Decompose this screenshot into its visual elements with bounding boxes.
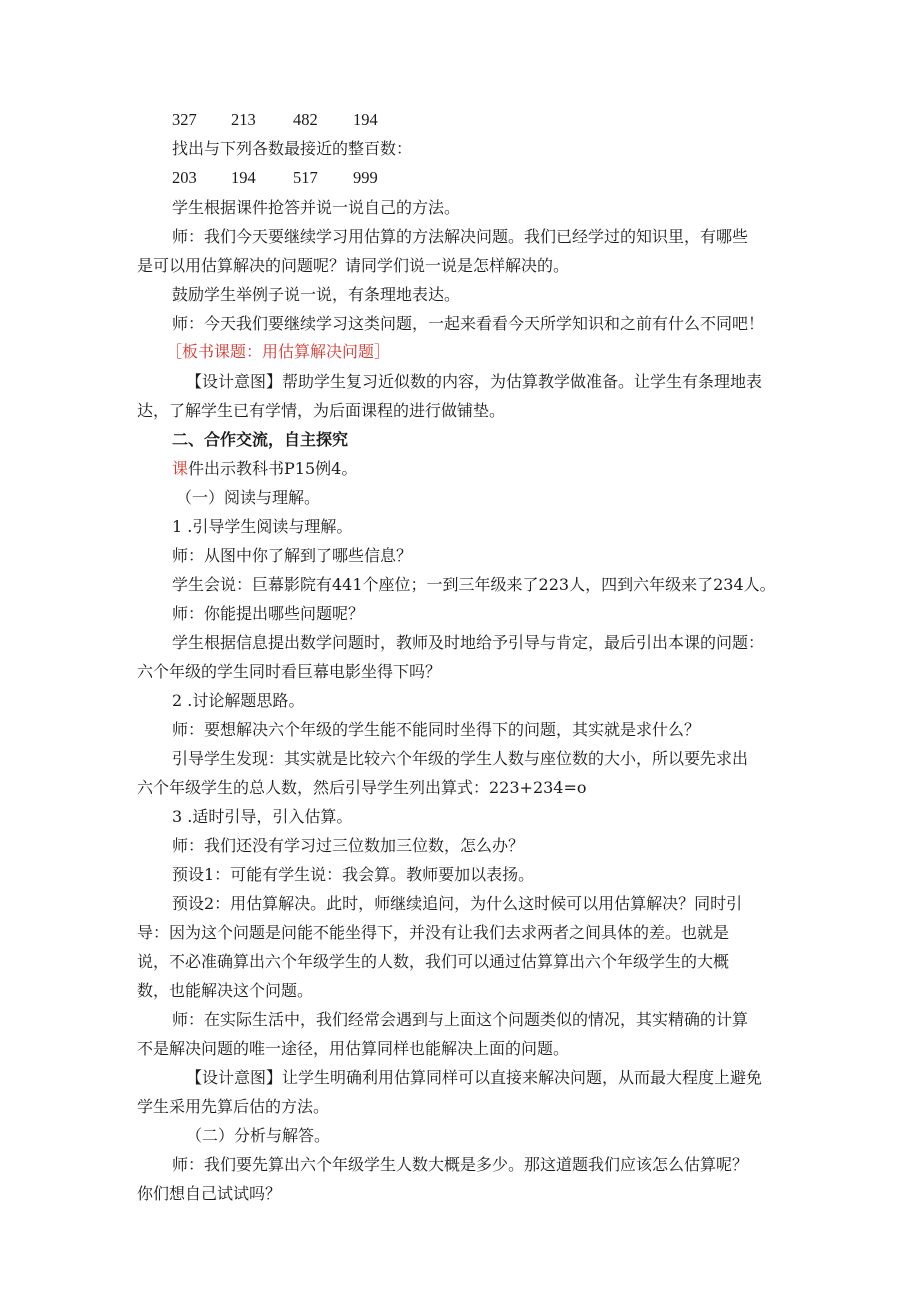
courseware-text: 件出示教科书P15例4。 — [188, 459, 358, 478]
number: 194 — [353, 110, 378, 129]
paragraph-line: 是可以用估算解决的问题呢？请同学们说一说是怎样解决的。 — [137, 256, 570, 275]
paragraph-line: 不是解决问题的唯一途径，用估算同样也能解决上面的问题。 — [137, 1039, 570, 1058]
paragraph-line: 数，也能解决这个问题。 — [137, 981, 314, 1000]
subsection-heading: （一）阅读与理解。 — [176, 488, 321, 507]
design-intent-line: 【设计意图】让学生明确利用估算同样可以直接来解决问题，从而最大程度上避免 — [186, 1068, 763, 1087]
paragraph-line: 师：在实际生活中，我们经常会遇到与上面这个问题类似的情况，其实精确的计算 — [172, 1010, 749, 1029]
board-title: ［板书课题：用估算解决问题］ — [166, 342, 391, 361]
step-heading: 1 .引导学生阅读与理解。 — [172, 517, 353, 536]
paragraph-line: 学生会说：巨幕影院有441个座位；一到三年级来了223人，四到六年级来了234人。 — [172, 575, 776, 594]
paragraph-line: 鼓励学生举例子说一说，有条理地表达。 — [172, 285, 461, 304]
find-nearest-instruction: 找出与下列各数最接近的整百数： — [172, 139, 413, 158]
step-heading: 2 .讨论解题思路。 — [172, 691, 305, 710]
paragraph-line: 说，不必准确算出六个年级学生的人数，我们可以通过估算算出六个年级学生的大概 — [137, 952, 730, 971]
paragraph-line: 引导学生发现：其实就是比较六个年级的学生人数与座位数的大小，所以要先求出 — [172, 749, 749, 768]
paragraph-line: 六个年级的学生同时看巨幕电影坐得下吗？ — [137, 662, 442, 681]
number: 517 — [293, 168, 318, 187]
paragraph-line: 师：我们要先算出六个年级学生人数大概是多少。那这道题我们应该怎么估算呢？ — [172, 1155, 749, 1174]
courseware-char: 课 — [172, 459, 189, 478]
paragraph-line: 师：你能提出哪些问题呢？ — [172, 604, 365, 623]
number: 203 — [172, 168, 197, 187]
number-row-1 — [172, 110, 378, 130]
paragraph-line: 师：我们今天要继续学习用估算的方法解决问题。我们已经学过的知识里，有哪些 — [172, 227, 749, 246]
section-heading: 二、合作交流，自主探究 — [172, 430, 349, 449]
paragraph-line: 导：因为这个问题是问能不能坐得下，并没有让我们去求两者之间具体的差。也就是 — [137, 923, 730, 942]
design-intent-line: 学生采用先算后估的方法。 — [137, 1097, 330, 1116]
paragraph-line: 你们想自己试试吗？ — [137, 1184, 282, 1203]
number: 194 — [231, 168, 256, 187]
subsection-heading: （二）分析与解答。 — [186, 1126, 331, 1145]
number: 327 — [172, 110, 197, 129]
courseware-line — [172, 459, 357, 479]
number-row-2 — [172, 168, 378, 188]
paragraph-line: 六个年级学生的总人数，然后引导学生列出算式：223+234=o — [137, 778, 587, 797]
paragraph-line: 学生根据信息提出数学问题时，教师及时地给予引导与肯定，最后引出本课的问题： — [172, 633, 765, 652]
paragraph-line: 预设2：用估算解决。此时，师继续追问，为什么这时候可以用估算解决？同时引 — [172, 894, 743, 913]
number: 213 — [231, 110, 256, 129]
paragraph-line: 预设1：可能有学生说：我会算。教师要加以表扬。 — [172, 865, 535, 884]
paragraph-line: 师：今天我们要继续学习这类问题，一起来看看今天所学知识和之前有什么不同吧！ — [172, 314, 765, 333]
number: 999 — [353, 168, 378, 187]
design-intent-line: 达，了解学生已有学情，为后面课程的进行做铺垫。 — [137, 401, 506, 420]
step-heading: 3 .适时引导，引入估算。 — [172, 807, 353, 826]
paragraph-line: 师：我们还没有学习过三位数加三位数，怎么办？ — [172, 836, 525, 855]
number: 482 — [293, 110, 318, 129]
paragraph-line: 师：从图中你了解到了哪些信息？ — [172, 546, 413, 565]
paragraph-line: 学生根据课件抢答并说一说自己的方法。 — [172, 198, 461, 217]
design-intent-line: 【设计意图】帮助学生复习近似数的内容，为估算教学做准备。让学生有条理地表 — [186, 372, 763, 391]
paragraph-line: 师：要想解决六个年级的学生能不能同时坐得下的问题，其实就是求什么？ — [172, 720, 701, 739]
